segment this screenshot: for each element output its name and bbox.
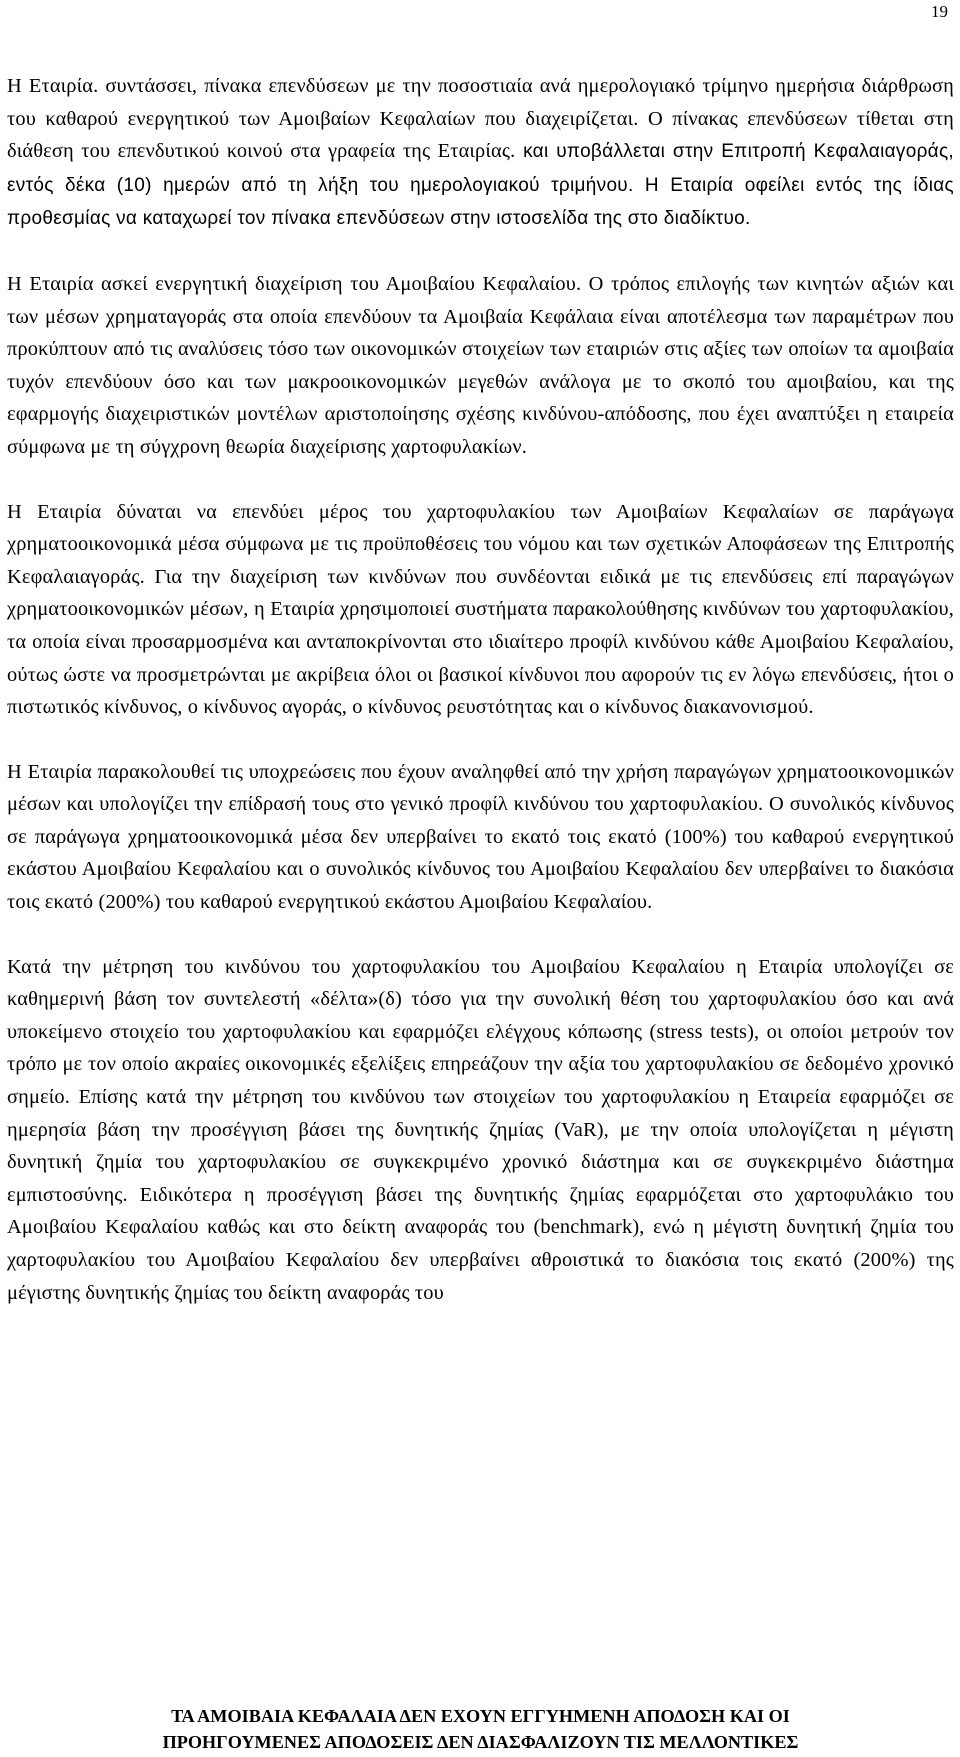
paragraph-gap	[7, 464, 954, 496]
paragraph-investment-table	[7, 70, 954, 236]
paragraph-derivatives: Η Εταιρία δύναται να επενδύει μέρος του χαρτοφυλακίου των Αμοιβαίων Κεφαλαίων σε παράγωγα χρηματοοικονομικά μέσα σύμφωνα με τις προϋποθέσεις του νόμου και των σχετικών Αποφάσεων της Επιτροπής Κεφαλαιαγοράς. Για την διαχείριση των κινδύνων που συνδέονται ειδικά με τις επενδύσεις επί παραγώγων χρηματοοικονομικών μέσων, η Εταιρία χρησιμοποιεί συστήματα παρακολούθησης κινδύνων του χαρτοφυλακίου, τα οποία είναι προσαρμοσμένα και ανταποκρίνονται στο ιδιαίτερο προφίλ κινδύνου κάθε Αμοιβαίου Κεφαλαίου, ούτως ώστε να προσμετρώνται με ακρίβεια όλοι οι βασικοί κίνδυνοι που αφορούν τις εν λόγω επενδύσεις, ήτοι ο πιστωτικός κίνδυνος, ο κίνδυνος αγοράς, ο κίνδυνος ρευστότητας και ο κίνδυνος διακανονισμού.	[7, 500, 954, 719]
paragraph-investment-table-part-a: Η Εταιρία. συντάσσει, πίνακα επενδύσεων με την ποσοστιαία ανά ημερολογιακό τρίμηνο ημερήσια διάρθρωση του καθαρού ενεργητικού των Αμοιβαίων Κεφαλαίων που διαχειρίζεται. Ο πίνακας επενδύσεων τίθεται στη διάθεση του επενδυτικού κοινού στα γραφεία της Εταιρίας.	[7, 75, 954, 163]
document-body	[7, 70, 954, 1309]
paragraph-investment-table-part-b: και υποβάλλεται στην Επιτροπή Κεφαλαιαγοράς, εντός δέκα (10) ημερών από τη λήξη του ημερολογιακού τριμήνου. Η Εταιρία οφείλει εντός της ίδιας προθεσμίας να καταχωρεί τον πίνακα επενδύσεων στην ιστοσελίδα της στο διαδίκτυο.	[7, 141, 954, 230]
paragraph-active-management: Η Εταιρία ασκεί ενεργητική διαχείριση του Αμοιβαίου Κεφαλαίου. Ο τρόπος επιλογής των κινητών αξιών και των μέσων χρηματαγοράς στα οποία επενδύουν τα Αμοιβαία Κεφάλαια είναι αποτέλεσμα των παραμέτρων που προκύπτουν από τις αναλύσεις τόσο των οικονομικών στοιχείων των εταιριών στις αξίες των οποίων τα αμοιβαία τυχόν επενδύουν όσο και των μακροοικονομικών μεγεθών ανάλογα με το σκοπό του αμοιβαίου, και της εφαρμογής διαχειριστικών μοντέλων αριστοποίησης σχέσης κινδύνου-απόδοσης, που έχει αναπτύξει η εταιρεία σύμφωνα με τη σύγχρονη θεωρία διαχείρισης χαρτοφυλακίων.	[7, 272, 954, 458]
paragraph-gap	[7, 919, 954, 951]
paragraph-risk-measurement: Κατά την μέτρηση του κινδύνου του χαρτοφυλακίου του Αμοιβαίου Κεφαλαίου η Εταιρία υπολογίζει σε καθημερινή βάση τον συντελεστή «δέλτα»(δ) τόσο για την συνολική θέση του χαρτοφυλακίου όσο και ανά υποκείμενο στοιχείο του χαρτοφυλακίου και εφαρμόζει ελέγχους κόπωσης (stress tests), οι οποίοι μετρούν τον τρόπο με τον οποίο ακραίες οικονομικές εξελίξεις επηρεάζουν την αξία του χαρτοφυλακίου σε δεδομένο χρονικό σημείο. Επίσης κατά την μέτρηση του κινδύνου των στοιχείων του χαρτοφυλακίου η Εταιρεία εφαρμόζει σε ημερησία βάση την προσέγγιση βάσει της δυνητικής ζημίας (VaR), με την οποία υπολογίζεται η μέγιστη δυνητική ζημία του χαρτοφυλακίου σε συγκεκριμένο χρονικό διάστημα και σε συγκεκριμένο διάστημα εμπιστοσύνης. Ειδικότερα η προσέγγιση βάσει της δυνητικής ζημίας εφαρμόζεται στο χαρτοφυλάκιο του Αμοιβαίου Κεφαλαίου καθώς και στο δείκτη αναφοράς του (benchmark), ενώ η μέγιστη δυνητική ζημία του χαρτοφυλακίου του Αμοιβαίου Κεφαλαίου δεν υπερβαίνει αθροιστικά το διακόσια τοις εκατό (200%) της μέγιστης δυνητικής ζημίας του δείκτη αναφοράς του	[7, 955, 954, 1304]
paragraph-obligations: Η Εταιρία παρακολουθεί τις υποχρεώσεις που έχουν αναληφθεί από την χρήση παραγώγων χρηματοοικονομικών μέσων και υπολογίζει την επίδρασή τους στο γενικό προφίλ κινδύνου του χαρτοφυλακίου. Ο συνολικός κίνδυνος σε παράγωγα χρηματοοικονομικά μέσα δεν υπερβαίνει το εκατό τοις εκατό (100%) του καθαρού ενεργητικού εκάστου Αμοιβαίου Κεφαλαίου και ο συνολικός κίνδυνος του Αμοιβαίου Κεφαλαίου δεν υπερβαίνει το διακόσια τοις εκατό (200%) του καθαρού ενεργητικού εκάστου Αμοιβαίου Κεφαλαίου.	[7, 760, 954, 914]
paragraph-gap	[7, 724, 954, 756]
page-number: 19	[931, 2, 948, 21]
footer-disclaimer-heading: ΤΑ ΑΜΟΙΒΑΙΑ ΚΕΦΑΛΑΙΑ ΔΕΝ ΕΧΟΥΝ ΕΓΓΥΗΜΕΝΗ ΑΠΟΔΟΣΗ ΚΑΙ ΟΙ ΠΡΟΗΓΟΥΜΕΝΕΣ ΑΠΟΔΟΣΕΙΣ ΔΕΝ ΔΙΑΣΦΑΛΙΖΟΥΝ ΤΙΣ ΜΕΛΛΟΝΤΙΚΕΣ	[162, 1706, 799, 1752]
paragraph-gap	[7, 236, 954, 268]
